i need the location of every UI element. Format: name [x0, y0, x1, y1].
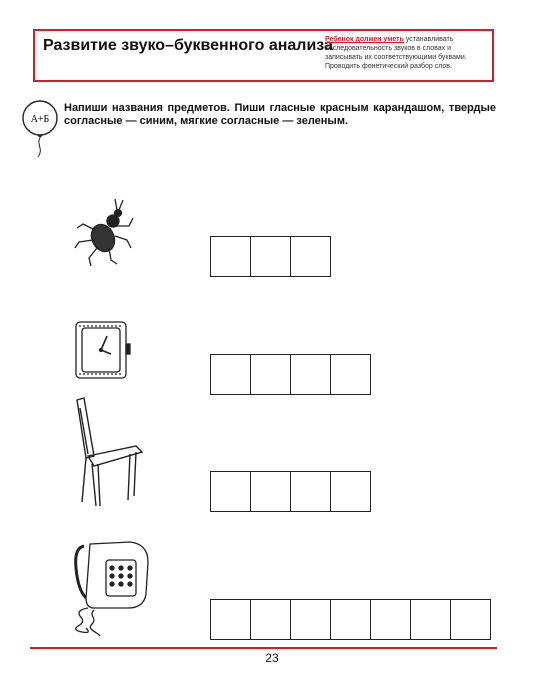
letter-cell[interactable] [331, 355, 370, 394]
balloon-icon [20, 99, 60, 159]
letter-cell[interactable] [251, 355, 291, 394]
letter-cell[interactable] [411, 600, 451, 639]
learning-goal [325, 35, 490, 71]
letter-cell[interactable] [331, 472, 370, 511]
balloon-label: А+Б [30, 114, 50, 125]
header-box [33, 29, 494, 82]
letter-boxes-1 [210, 236, 331, 277]
letter-cell[interactable] [291, 472, 331, 511]
letter-cell[interactable] [251, 472, 291, 511]
letter-cell[interactable] [291, 237, 330, 276]
letter-cell[interactable] [251, 237, 291, 276]
letter-boxes-2 [210, 354, 371, 395]
letter-cell[interactable] [211, 472, 251, 511]
letter-boxes-3 [210, 471, 371, 512]
letter-cell[interactable] [251, 600, 291, 639]
page-title: Развитие звуко–буквенного анализа [43, 37, 333, 54]
wristwatch-picture [73, 318, 131, 382]
letter-cell[interactable] [291, 355, 331, 394]
letter-boxes-4 [210, 599, 491, 640]
letter-cell[interactable] [211, 237, 251, 276]
instruction-text: Напиши названия предметов. Пиши гласные красным карандашом, твердые согласные — синим, мягкие согласные — зеленым. [64, 102, 496, 127]
page-number: 23 [265, 651, 279, 665]
letter-cell[interactable] [451, 600, 490, 639]
beetle-picture [73, 196, 137, 268]
goal-lead: Ребенок должен уметь [325, 36, 404, 43]
letter-cell[interactable] [211, 355, 251, 394]
letter-cell[interactable] [211, 600, 251, 639]
telephone-picture [70, 538, 152, 638]
chair-picture [72, 396, 144, 514]
footer-divider [30, 647, 497, 649]
goal-text: устанавливать последовательность звуков в словах и записывать их соответствующими буквами. Проводить фонетический разбор слов. [325, 36, 467, 70]
letter-cell[interactable] [371, 600, 411, 639]
letter-cell[interactable] [331, 600, 371, 639]
letter-cell[interactable] [291, 600, 331, 639]
